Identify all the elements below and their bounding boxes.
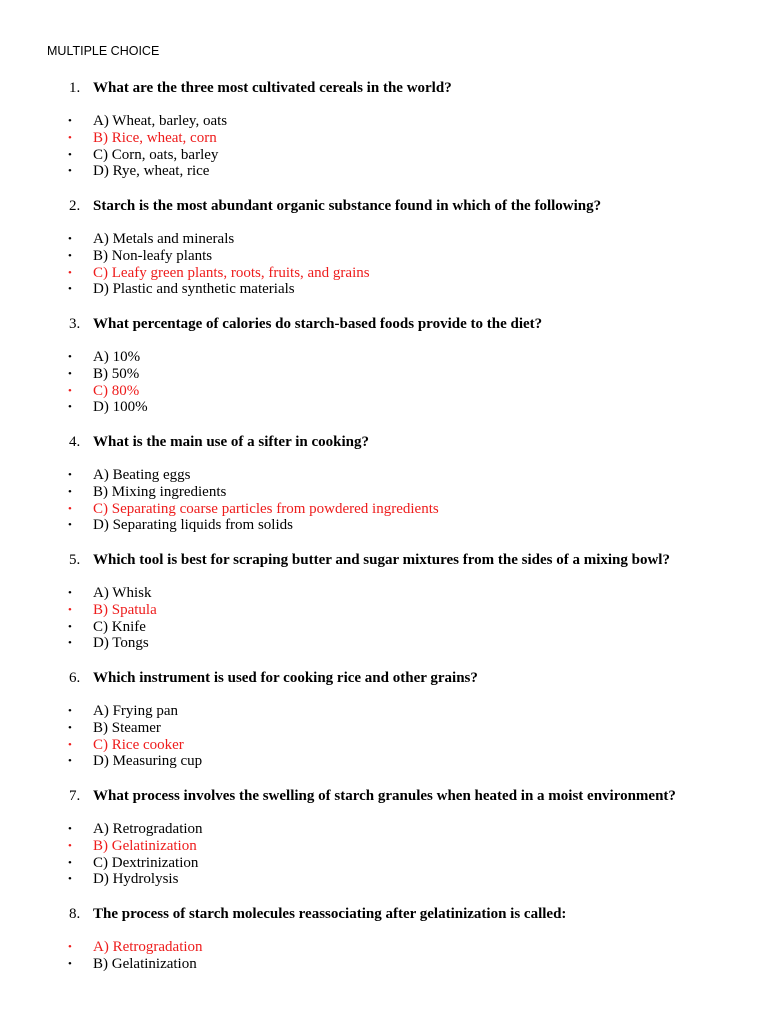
answer-option-text: C) Knife	[93, 618, 146, 635]
bullet-icon: •	[68, 519, 72, 532]
document-title: MULTIPLE CHOICE	[47, 44, 160, 58]
answer-option-text: B) 50%	[93, 365, 140, 382]
bullet-icon: •	[68, 266, 72, 279]
question-text: The process of starch molecules reassociating after gelatinization is called:	[93, 906, 567, 922]
question-text: Which tool is best for scraping butter and sugar mixtures from the sides of a mixing bowl?	[93, 552, 670, 568]
bullet-icon: •	[68, 603, 72, 616]
answer-option-text: A) 10%	[93, 349, 141, 365]
answer-option-text: A) Metals and minerals	[93, 231, 235, 247]
question-text: What are the three most cultivated cereals in the world?	[93, 80, 452, 96]
answer-option-text: D) Tongs	[93, 635, 149, 652]
bullet-icon: •	[68, 856, 72, 869]
bullet-icon: •	[68, 587, 72, 599]
answer-option-text: B) Gelatinization	[93, 955, 197, 972]
bullet-icon: •	[68, 839, 72, 852]
answer-option-text: B) Steamer	[93, 719, 161, 736]
answer-option-text: A) Whisk	[93, 585, 152, 601]
question-text: What is the main use of a sifter in cooking?	[93, 434, 369, 450]
answer-option-text: A) Retrogradation	[93, 821, 203, 837]
bullet-icon: •	[68, 620, 72, 633]
bullet-icon: •	[68, 469, 72, 481]
bullet-icon: •	[68, 233, 72, 245]
question-text: What process involves the swelling of starch granules when heated in a moist environment?	[93, 788, 676, 804]
bullet-icon: •	[68, 721, 72, 734]
bullet-icon: •	[68, 148, 72, 161]
question-number: 1.	[69, 80, 81, 96]
bullet-icon: •	[68, 401, 72, 414]
bullet-icon: •	[68, 165, 72, 178]
answer-option-text: D) Plastic and synthetic materials	[93, 281, 295, 298]
answer-option-text: D) Measuring cup	[93, 753, 203, 770]
bullet-icon: •	[68, 249, 72, 262]
answer-option-text: C) Dextrinization	[93, 854, 199, 871]
answer-option-text: B) Rice, wheat, corn	[93, 129, 217, 146]
question-number: 5.	[69, 552, 81, 568]
bullet-icon: •	[68, 873, 72, 886]
answer-option-text: B) Mixing ingredients	[93, 483, 227, 500]
bullet-icon: •	[68, 941, 72, 953]
answer-option-text: D) Rye, wheat, rice	[93, 163, 210, 180]
question-number: 7.	[69, 788, 81, 804]
bullet-icon: •	[68, 502, 72, 515]
bullet-icon: •	[68, 367, 72, 380]
answer-option-text: C) Leafy green plants, roots, fruits, and grains	[93, 264, 370, 281]
answer-option-text: A) Retrogradation	[93, 939, 203, 955]
bullet-icon: •	[68, 351, 72, 363]
question-number: 4.	[69, 434, 81, 450]
question-number: 6.	[69, 670, 81, 686]
bullet-icon: •	[68, 823, 72, 835]
question-text: Which instrument is used for cooking rice and other grains?	[93, 670, 478, 686]
answer-option-text: D) 100%	[93, 399, 148, 416]
question-number: 8.	[69, 906, 81, 922]
bullet-icon: •	[68, 115, 72, 127]
answer-option-text: B) Spatula	[93, 601, 157, 618]
answer-option-text: B) Gelatinization	[93, 837, 197, 854]
bullet-icon: •	[68, 957, 72, 970]
bullet-icon: •	[68, 705, 72, 717]
question-text: What percentage of calories do starch-based foods provide to the diet?	[93, 316, 543, 332]
question-text: Starch is the most abundant organic substance found in which of the following?	[93, 198, 602, 214]
bullet-icon: •	[68, 738, 72, 751]
answer-option-text: C) Separating coarse particles from powdered ingredients	[93, 500, 439, 517]
bullet-icon: •	[68, 131, 72, 144]
answer-option-text: C) Rice cooker	[93, 736, 184, 753]
answer-option-text: D) Separating liquids from solids	[93, 517, 293, 534]
bullet-icon: •	[68, 283, 72, 296]
answer-option-text: A) Beating eggs	[93, 467, 191, 483]
bullet-icon: •	[68, 384, 72, 397]
answer-option-text: C) Corn, oats, barley	[93, 146, 219, 163]
bullet-icon: •	[68, 637, 72, 650]
answer-option-text: D) Hydrolysis	[93, 871, 179, 888]
question-number: 3.	[69, 316, 81, 332]
answer-option-text: C) 80%	[93, 382, 140, 399]
bullet-icon: •	[68, 485, 72, 498]
answer-option-text: A) Wheat, barley, oats	[93, 113, 228, 129]
answer-option-text: A) Frying pan	[93, 703, 178, 719]
bullet-icon: •	[68, 755, 72, 768]
question-number: 2.	[69, 198, 81, 214]
answer-option-text: B) Non-leafy plants	[93, 247, 213, 264]
